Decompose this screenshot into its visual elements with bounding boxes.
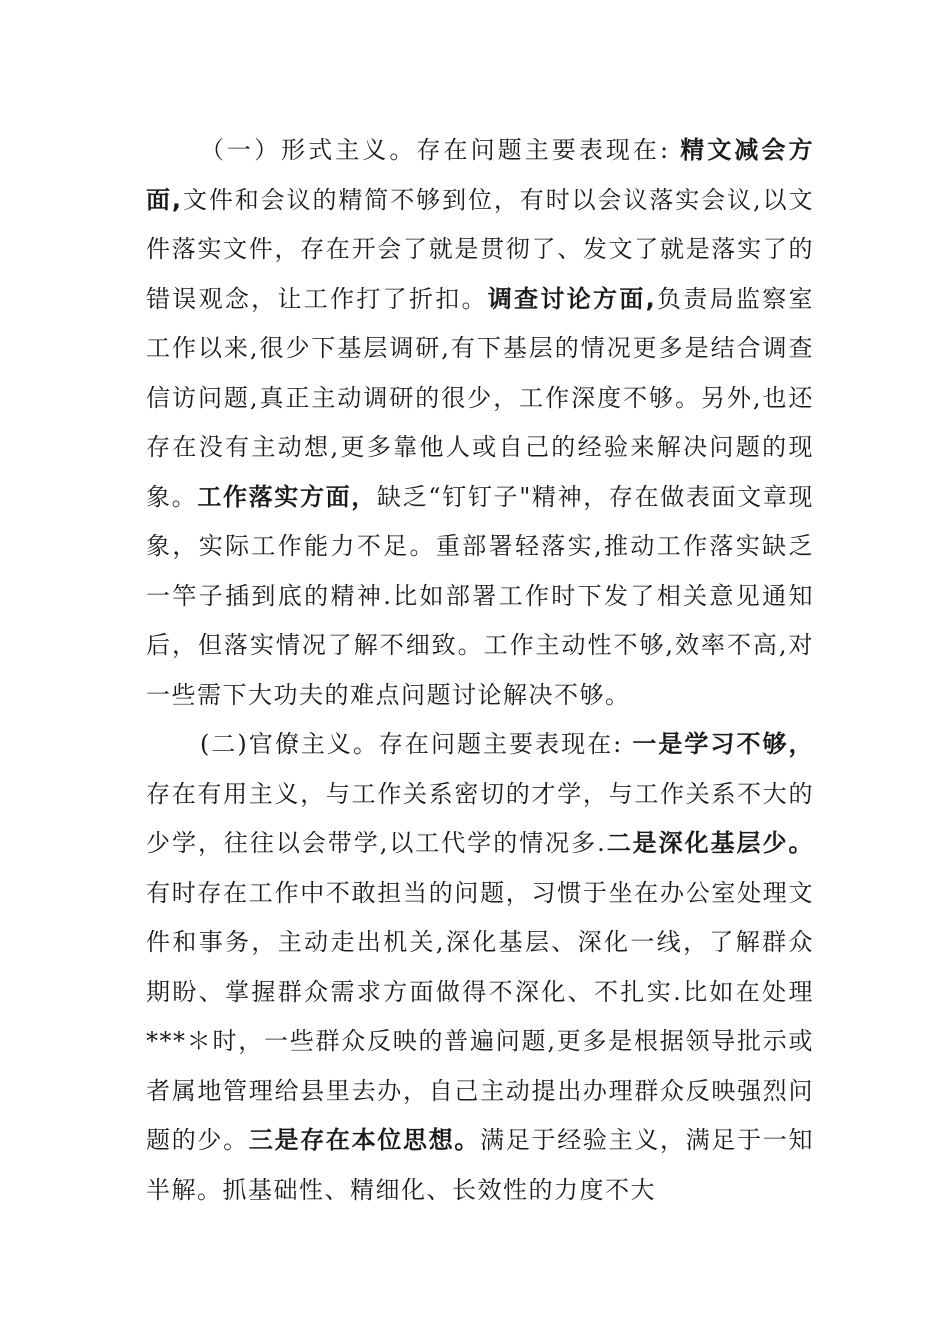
paragraph-formalism [146, 126, 814, 720]
heading-segment: 工作落实方面， [197, 482, 377, 511]
heading-segment: 二是深化基层少。 [606, 829, 814, 857]
text-segment: 存在有用主义，与工作关系密切的才学，与工作关系不大的少学，往往以会带学,以工代学的情况多. [146, 779, 814, 857]
heading-segment: 三是存在本位思想。 [248, 1126, 481, 1154]
text-segment: 满足于经验主义，满足于一知半解。抓基础性、精细化、长效性的力度不大 [146, 1126, 815, 1204]
text-segment: 有时存在工作中不敢担当的问题，习惯于坐在办公室处理文件和事务，主动走出机关,深化基层、深化一线，了解群众期盼、掌握群众需求方面做得不深化、不扎实.比如在处理***＊时，一些群众反映的普遍问题,更多是根据领导批示或者属地管理给县里去办，自己主动提出办理群众反映强烈问题的少。 [146, 878, 814, 1154]
document-body [146, 126, 814, 1215]
text-segment: 文件和会议的精简不够到位，有时以会议落实会议,以文件落实文件，存在开会了就是贯彻了、发文了就是落实了的错误观念，让工作打了折扣。 [146, 185, 814, 313]
text-segment: 缺乏“钉钉子"精神，存在做表面文章现象，实际工作能力不足。重部署轻落实,推动工作落实缺乏一竿子插到底的精神.比如部署工作时下发了相关意见通知后，但落实情况了解不细致。工作主动性不够,效率不高,对一些需下大功夫的难点问题讨论解决不够。 [146, 482, 815, 709]
heading-segment: 调查讨论方面, [487, 284, 657, 313]
text-segment: (二)官僚主义。存在问题主要表现在: [200, 730, 633, 758]
heading-segment: 一是学习不够， [632, 730, 814, 758]
paragraph-bureaucratism [146, 720, 814, 1215]
text-segment: 负责局监察室工作以来,很少下基层调研,有下基层的情况更多是结合调查信访问题,真正主动调研的很少，工作深度不够。另外,也还存在没有主动想,更多靠他人或自己的经验来解决问题的现象。 [146, 284, 815, 511]
heading-segment: 精文减会方面, [146, 136, 814, 214]
text-segment: （一）形式主义。存在问题主要表现在: [200, 136, 681, 164]
